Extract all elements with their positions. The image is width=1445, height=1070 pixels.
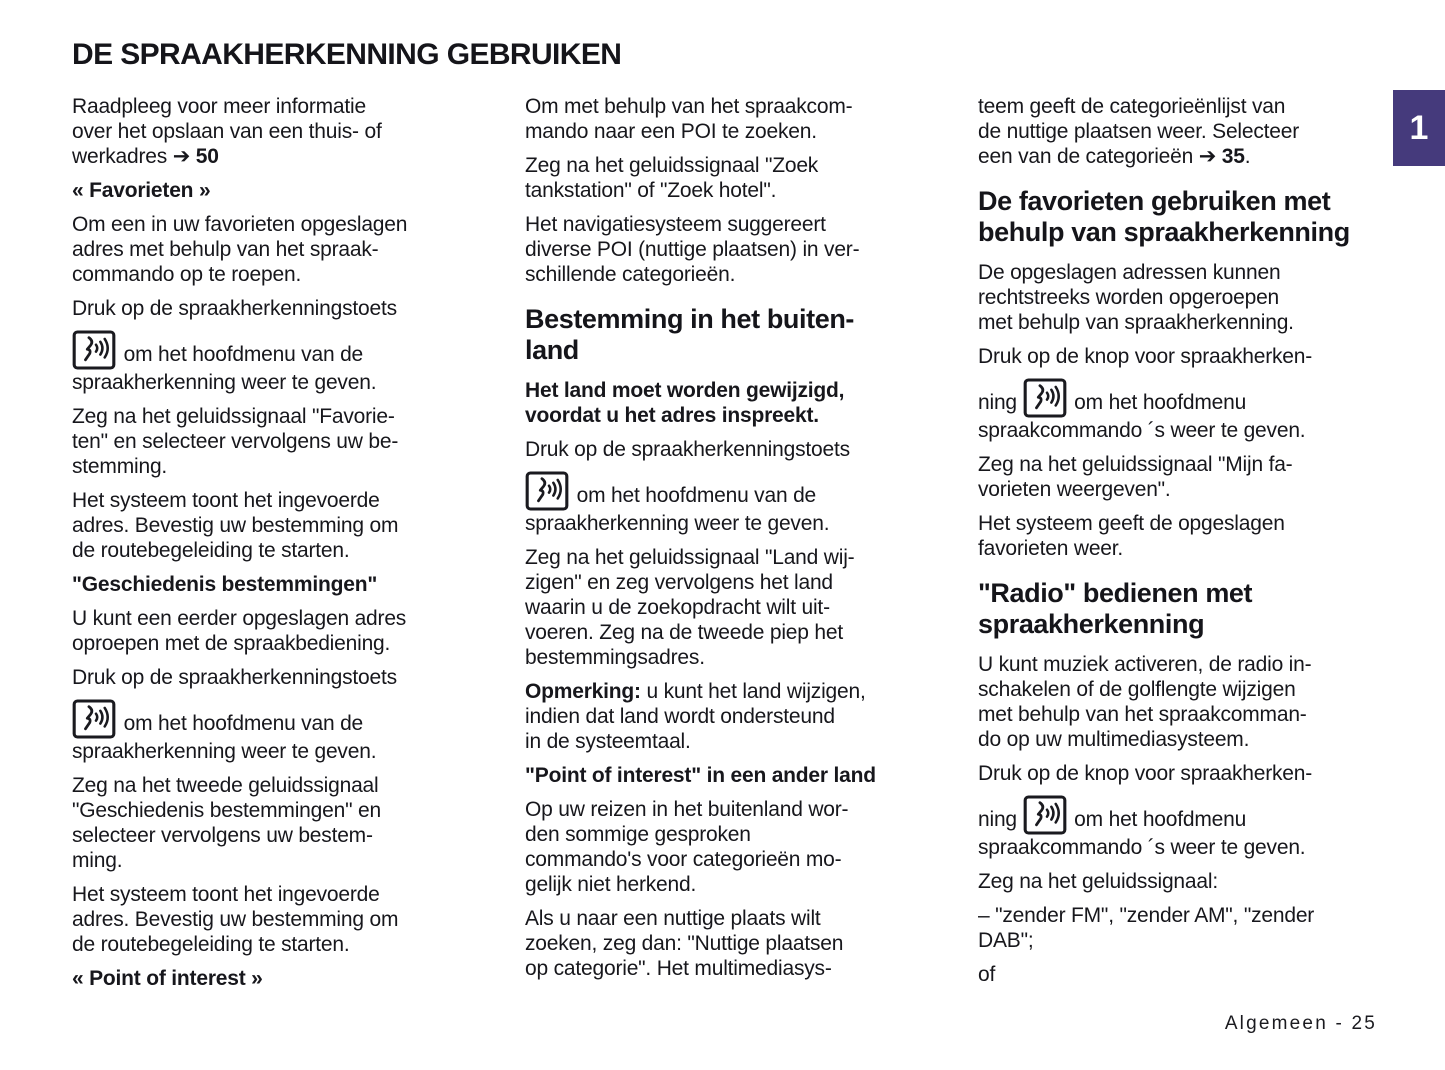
paragraph: Als u naar een nuttige plaats wilt zoeken, zeg dan: "Nuttige plaatsen op categorie". Het multimediasys-	[525, 907, 844, 980]
paragraph: om het hoofdmenu van de spraakherkenning weer te geven.	[525, 471, 939, 536]
voice-command-icon	[525, 471, 569, 511]
bold-text: ➔ 50	[172, 145, 219, 168]
paragraph: Zeg na het geluidssignaal "Zoek tankstation" of "Zoek hotel".	[525, 154, 819, 202]
voice-command-icon	[1023, 795, 1067, 835]
paragraph: Zeg na het geluidssignaal "Mijn fa- vorieten weergeven".	[978, 453, 1293, 501]
sub-heading: "Geschiedenis bestemmingen"	[72, 573, 378, 596]
section-heading: "Radio" bedienen met spraakherkenning	[978, 578, 1253, 639]
paragraph: ning om het hoofdmenu spraakcommando ´s weer te geven.	[978, 795, 1392, 860]
sub-heading: Het land moet worden gewijzigd, voordat u het adres inspreekt.	[525, 379, 845, 427]
voice-command-icon	[1023, 378, 1067, 418]
section-heading: De favorieten gebruiken met behulp van spraakherkenning	[978, 186, 1350, 247]
paragraph: Het systeem toont het ingevoerde adres. Bevestig uw bestemming om de routebegeleiding te starten.	[72, 883, 399, 956]
paragraph: Druk op de spraakherkenningstoets	[72, 297, 397, 320]
paragraph: Zeg na het tweede geluidssignaal "Geschiedenis bestemmingen" en selecteer vervolgens uw bestem- ming.	[72, 774, 381, 872]
page-footer: Algemeen - 25	[1224, 1013, 1377, 1034]
voice-command-icon	[72, 699, 116, 739]
paragraph: De opgeslagen adressen kunnen rechtstreeks worden opgeroepen met behulp van spraakherkenning.	[978, 261, 1294, 334]
paragraph: Het navigatiesysteem suggereert diverse POI (nuttige plaatsen) in ver- schillende categorieën.	[525, 213, 860, 286]
paragraph: om het hoofdmenu van de spraakherkenning weer te geven.	[72, 699, 486, 764]
column-left	[72, 94, 486, 1000]
paragraph: ning om het hoofdmenu spraakcommando ´s weer te geven.	[978, 378, 1392, 443]
paragraph: Om een in uw favorieten opgeslagen adres met behulp van het spraak- commando op te roepen.	[72, 213, 408, 286]
paragraph: – "zender FM", "zender AM", "zender DAB";	[978, 904, 1315, 952]
paragraph: Zeg na het geluidssignaal "Land wij- zigen" en zeg vervolgens het land waarin u de zoekopdracht wilt uit- voeren. Zeg na de tweede piep het bestemmingsadres.	[525, 546, 855, 669]
paragraph: U kunt muziek activeren, de radio in- schakelen of de golflengte wijzigen met behulp van het spraakcomman- do op uw multimediasysteem.	[978, 653, 1312, 751]
sub-heading: "Point of interest" in een ander land	[525, 764, 876, 787]
paragraph: Zeg na het geluidssignaal "Favorie- ten" en selecteer vervolgens uw be- stemming.	[72, 405, 399, 478]
chapter-number: 1	[1409, 109, 1429, 147]
paragraph: Het systeem geeft de opgeslagen favorieten weer.	[978, 512, 1285, 560]
paragraph: Druk op de knop voor spraakherken-	[978, 345, 1313, 368]
paragraph: Druk op de spraakherkenningstoets	[72, 666, 397, 689]
sub-heading: « Point of interest »	[72, 967, 263, 990]
paragraph: Druk op de knop voor spraakherken-	[978, 762, 1313, 785]
sub-heading: « Favorieten »	[72, 179, 211, 202]
voice-command-icon	[72, 330, 116, 370]
paragraph: Zeg na het geluidssignaal:	[978, 870, 1218, 893]
paragraph: Het systeem toont het ingevoerde adres. Bevestig uw bestemming om de routebegeleiding te starten.	[72, 489, 399, 562]
paragraph: of	[978, 963, 996, 986]
section-heading: Bestemming in het buiten- land	[525, 304, 855, 365]
paragraph: Opmerking: u kunt het land wijzigen, indien dat land wordt ondersteund in de systeemtaal.	[525, 680, 866, 753]
column-middle	[525, 94, 939, 990]
page-title: DE SPRAAKHERKENNING GEBRUIKEN	[72, 38, 622, 71]
paragraph: Druk op de spraakherkenningstoets	[525, 438, 850, 461]
chapter-tab	[1393, 90, 1445, 166]
bold-text: ➔ 35	[1198, 145, 1245, 168]
paragraph: U kunt een eerder opgeslagen adres oproepen met de spraakbediening.	[72, 607, 407, 655]
paragraph: Om met behulp van het spraakcom- mando naar een POI te zoeken.	[525, 95, 853, 143]
paragraph: om het hoofdmenu van de spraakherkenning weer te geven.	[72, 330, 486, 395]
paragraph: Op uw reizen in het buitenland wor- den sommige gesproken commando's voor categorieën mo- gelijk niet herkend.	[525, 798, 849, 896]
paragraph: Raadpleeg voor meer informatie over het opslaan van een thuis- of werkadres ➔ 50	[72, 95, 382, 168]
paragraph: teem geeft de categorieënlijst van de nuttige plaatsen weer. Selecteer een van de categorieën ➔ 35.	[978, 95, 1300, 168]
column-right	[978, 94, 1392, 996]
bold-text: Opmerking:	[525, 680, 641, 703]
